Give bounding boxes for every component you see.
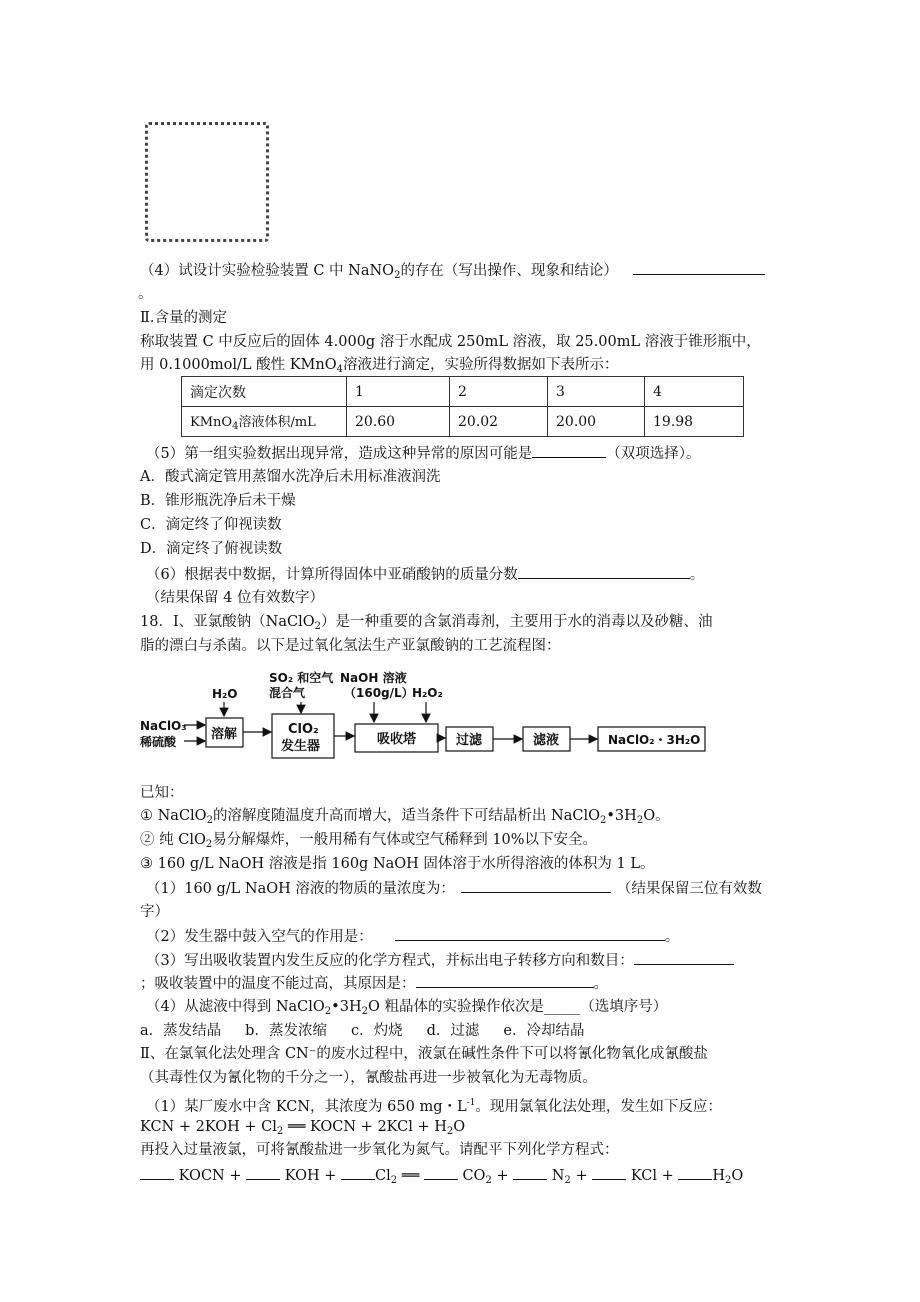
absorption-label: 吸收塔 [377,732,417,747]
q4-period: 。 [138,286,153,302]
sub-q1-cont: 字） [140,904,169,920]
q5-line: （5）第一组实验数据出现异常，造成这种异常的原因可能是 （双项选择）。 [146,443,700,464]
input-naclo3-label: NaClO₃ [140,719,187,733]
so2-air-label-2: 混合气 [269,686,306,700]
sub-q3-line: （3）写出吸收装置内发生反应的化学方程式，并标出电子转移方向和数目： [146,950,734,971]
table-row [182,377,744,407]
coef-blank[interactable] [513,1165,547,1180]
table-cell: 20.02 [450,407,548,437]
option-c: C．滴定终了仰视读数 [140,517,282,533]
known-1: ① NaClO$_2$的溶解度随温度升高而增大，适当条件下可结晶析出 $NaClO_2•3H_2O$。 [140,808,670,826]
q4-line: （4）试设计实验检验装置 C 中 NaNO$_2$的存在（写出操作、现象和结论） [140,260,765,286]
table-cell: 19.98 [645,407,744,437]
sub-q2-answer-blank[interactable] [395,926,665,941]
table-header-cell: KMnO$_4$溶液体积/mL [182,407,347,437]
q18-line-2: 脂的漂白与杀菌。以下是过氧化氢法生产亚氯酸钠的工艺流程图： [140,638,561,654]
table-row [182,407,744,437]
table-cell: 2 [450,377,548,407]
input-acid-label: 稀硫酸 [140,735,177,749]
intro-line-1: 称取装置 C 中反应后的固体 4.000g 溶于水配成 250mL 溶液，取 25.00mL 溶液于锥形瓶中， [140,334,761,350]
image-placeholder-box [145,122,269,242]
coef-blank[interactable] [424,1165,458,1180]
product-label: NaClO₂・3H₂O [608,733,701,747]
q6-line: （6）根据表中数据，计算所得固体中亚硝酸钠的质量分数 。 [146,564,704,585]
table-cell: 3 [548,377,645,407]
q4-answer-blank[interactable] [633,260,765,275]
dissolve-label: 溶解 [211,727,238,742]
coef-blank[interactable] [592,1165,626,1180]
table-header-cell: 滴定次数 [182,377,347,407]
naoh-label-2: （160g/L） [344,686,414,700]
option-a: A．酸式滴定管用蒸馏水洗净后未用标准液润洗 [140,469,441,485]
sub-q3-cont: ；吸收装置中的温度不能过高，其原因是： 。 [140,973,608,994]
table-cell: 4 [645,377,744,407]
so2-air-label-1: SO₂ 和空气 [269,671,334,685]
generator-label-1: ClO₂ [288,722,319,737]
sub-q3-answer-blank[interactable] [634,950,734,965]
known-2: ② 纯 ClO$_2$易分解爆炸，一般用稀有气体或空气稀释到 10%以下安全。 [140,832,598,850]
table-cell: 20.60 [347,407,450,437]
part2-line-2: （其毒性仅为氰化物的千分之一），氰酸盐再进一步被氧化为无毒物质。 [140,1070,597,1086]
q6-note: （结果保留 4 位有效数字） [146,590,324,606]
equation-2: KOCN + KOH + $Cl_2$ ══ $CO_2 + N_2$ + KCl + $H_2O$ [140,1165,743,1191]
filtrate-label: 滤液 [533,733,560,748]
q5-answer-blank[interactable] [532,443,606,458]
sub-q1-line: （1）160 g/L NaOH 溶液的物质的量浓度为： （结果保留三位有效数 [146,878,762,899]
intro-line-2: 用 0.1000mol/L 酸性 KMnO$_4$溶液进行滴定，实验所得数据如下表所示： [140,357,619,375]
process-flow-diagram [138,666,718,766]
sub-q2-line: （2）发生器中鼓入空气的作用是： 。 [146,926,679,947]
part2-line-1: Ⅱ、在氯氧化法处理含 CN⁻的废水过程中，液氯在碱性条件下可以将氰化物氧化成氰酸盐 [140,1046,708,1062]
option-d: D．滴定终了俯视读数 [140,541,283,557]
part2-heading: Ⅱ.含量的测定 [140,310,227,326]
known-heading: 已知： [140,785,184,801]
h2o2-label: H₂O₂ [412,686,443,700]
generator-label-2: 发生器 [281,739,321,754]
table-cell: 20.00 [548,407,645,437]
equation-1: KCN + $2KOH + Cl_2$ ══ KOCN + $2KCl + H_2O$ [140,1119,466,1137]
h2o-label: H₂O [212,687,238,701]
titration-table [181,376,744,437]
option-b: B．锥形瓶洗净后未干燥 [140,493,296,509]
filter-label: 过滤 [456,733,483,748]
known-3: ③ 160 g/L NaOH 溶液是指 160g NaOH 固体溶于水所得溶液的体积为 1 L。 [140,856,655,872]
part2-line-3: 再投入过量液氯，可将氰酸盐进一步氧化为氮气。请配平下列化学方程式： [140,1142,619,1158]
coef-blank[interactable] [678,1165,712,1180]
sub-q1-answer-blank[interactable] [461,878,611,893]
table-cell: 1 [347,377,450,407]
part2-q1-line: （1）某厂废水中含 KCN，其浓度为 650 mg・$L^{-1}$。现用氯氧化法处理，发生如下反应： [146,1098,722,1115]
naoh-label-1: NaOH 溶液 [340,671,407,685]
sub-q4-line: （4）从滤液中得到 $NaClO_2•3H_2O$ 粗晶体的实验操作依次是_____（选填序号） [146,999,668,1017]
sub-q3-reason-blank[interactable] [416,973,594,988]
q6-answer-blank[interactable] [518,564,690,579]
coef-blank[interactable] [341,1165,375,1180]
sub-q4-options: a．蒸发结晶 b．蒸发浓缩 c．灼烧 d．过滤 e．冷却结晶 [140,1023,585,1039]
coef-blank[interactable] [140,1165,174,1180]
q18-line-1: 18．Ⅰ、亚氯酸钠（NaClO$_2$）是一种重要的含氯消毒剂，主要用于水的消毒以及砂糖、油 [140,614,713,632]
coef-blank[interactable] [246,1165,280,1180]
